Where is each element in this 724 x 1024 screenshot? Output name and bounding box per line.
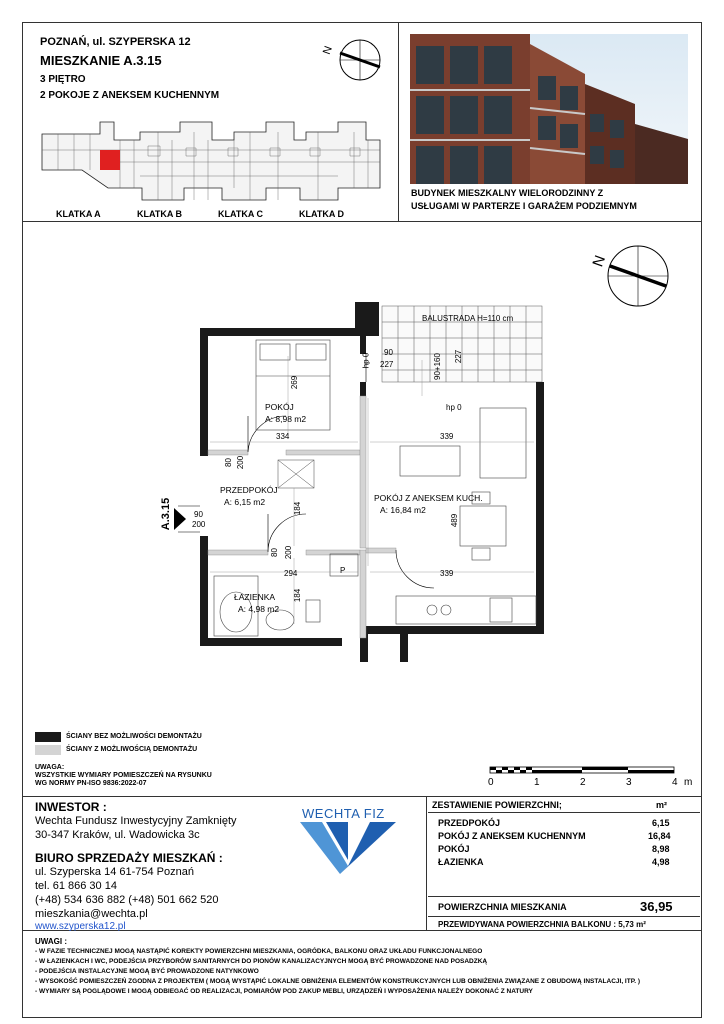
office-line2: tel. 61 866 30 14 — [35, 880, 117, 892]
summary-total-label: POWIERZCHNIA MIESZKANIA — [438, 902, 567, 912]
legend-grey: ŚCIANY Z MOŻLIWOŚCIĄ DEMONTAŻU — [66, 746, 198, 753]
north-label-small: N — [320, 44, 335, 57]
scale-3: 3 — [626, 777, 632, 788]
summary-row-4-name: ŁAZIENKA — [438, 857, 484, 867]
dim-184-upper: 184 — [293, 501, 303, 516]
uwaga-2: WG NORMY PN-ISO 9836:2022-07 — [35, 780, 147, 787]
rooms-desc: 2 POKOJE Z ANEKSEM KUCHENNYM — [40, 90, 220, 101]
office-email[interactable]: mieszkania@wechta.pl — [35, 908, 148, 920]
dim-489: 489 — [450, 513, 460, 528]
room-pokoj: POKÓJ — [265, 402, 294, 412]
building-photo — [410, 34, 688, 184]
legend-solid-swatch — [35, 732, 61, 742]
room-lazienka-area: A: 4,98 m2 — [238, 604, 280, 614]
summary-unit: m² — [656, 800, 667, 810]
notes-title: UWAGI : — [35, 937, 67, 946]
klatka-a: KLATKA A — [56, 209, 101, 219]
summary-total-value: 36,95 — [640, 899, 673, 914]
scale-1: 1 — [534, 777, 540, 788]
office-title: BIURO SPRZEDAŻY MIESZKAŃ : — [35, 851, 223, 865]
north-arrow-small — [318, 36, 384, 86]
summary-row-2-name: POKÓJ Z ANEKSEM KUCHENNYM — [438, 831, 586, 841]
floor-plan — [160, 296, 560, 666]
wechta-logo — [300, 822, 396, 874]
dim-184-lower: 184 — [293, 588, 303, 603]
dim-80-b: 80 — [269, 548, 279, 557]
scale-unit: m — [684, 777, 693, 788]
address: POZNAŃ, ul. SZYPERSKA 12 — [40, 36, 191, 48]
north-arrow — [586, 240, 672, 312]
investor-line1: Wechta Fundusz Inwestycyjny Zamknięty — [35, 815, 237, 827]
note-4: - WYSOKOŚĆ POMIESZCZEŃ ZGODNA Z PROJEKTEM ( MOGĄ WYSTĄPIĆ LOKALNE OBNIŻENIA ELEMENTÓW KONSTRUKCYJNYCH LUB OBNIŻENIA ZWIĄZANE Z OBUDOWĄ INSTALACJI, ITP. ) — [35, 978, 640, 985]
dim-200-c: 200 — [192, 520, 206, 529]
klatka-d: KLATKA D — [299, 209, 344, 219]
dim-339-bottom: 339 — [440, 569, 454, 578]
office-line1: ul. Szyperska 14 61-754 Poznań — [35, 866, 194, 878]
office-www-link[interactable]: www.szyperska12.pl — [35, 921, 126, 932]
meter-box: P — [340, 566, 346, 575]
room-przedpokoj-area: A: 6,15 m2 — [224, 497, 266, 507]
room-przedpokoj: PRZEDPOKÓJ — [220, 485, 278, 495]
room-salon: POKÓJ Z ANEKSEM KUCH. — [374, 493, 483, 503]
room-salon-area: A: 16,84 m2 — [380, 505, 426, 515]
office-line3: (+48) 534 636 882 (+48) 501 662 520 — [35, 894, 219, 906]
logo-text: WECHTA FIZ — [302, 806, 385, 821]
dim-200-a: 200 — [236, 455, 246, 470]
summary-row-3-name: POKÓJ — [438, 844, 470, 854]
photo-caption-1: BUDYNEK MIESZKALNY WIELORODZINNY Z — [411, 188, 604, 198]
unit-highlight — [100, 150, 120, 170]
dim-334: 334 — [276, 432, 290, 441]
dim-339-top: 339 — [440, 432, 454, 441]
legend-solid: ŚCIANY BEZ MOŻLIWOŚCI DEMONTAŻU — [66, 733, 202, 740]
dim-294: 294 — [284, 569, 298, 578]
room-lazienka: ŁAZIENKA — [234, 592, 276, 602]
scale-4: 4 — [672, 777, 678, 788]
dim-227: 227 — [380, 360, 394, 369]
summary-row-2-value: 16,84 — [648, 831, 671, 841]
uwaga-1: WSZYSTKIE WYMIARY POMIESZCZEŃ NA RYSUNKU — [35, 772, 212, 779]
note-2: - W ŁAZIENKACH I WC, PODEJŚCIA PRZYBORÓW SANITARNYCH DO PIONÓW KANALIZACYJNYCH MOGĄ BYĆ PROWADZONE NAD POSADZKĄ — [35, 958, 488, 965]
summary-row-1-name: PRZEDPOKÓJ — [438, 818, 501, 828]
uwaga-title: UWAGA: — [35, 764, 65, 771]
dim-90-160: 90+160 — [432, 353, 442, 380]
dim-90: 90 — [384, 348, 393, 357]
summary-row-1-value: 6,15 — [652, 818, 670, 828]
hp0-right: hp 0 — [446, 403, 462, 412]
note-1: - W FAZIE TECHNICZNEJ MOGĄ NASTĄPIĆ KOREKTY POWIERZCHNI MIESZKANIA, OGRÓDKA, BALKONU ORAZ UKŁADU FUNKCJONALNEGO — [35, 948, 483, 955]
scale-2: 2 — [580, 777, 586, 788]
summary-balcony: PRZEWIDYWANA POWIERZCHNIA BALKONU : 5,73 m² — [438, 920, 646, 929]
klatka-c: KLATKA C — [218, 209, 263, 219]
investor-line2: 30-347 Kraków, ul. Wadowicka 3c — [35, 829, 200, 841]
summary-row-4-value: 4,98 — [652, 857, 670, 867]
dim-269: 269 — [290, 375, 300, 390]
scale-0: 0 — [488, 777, 494, 788]
note-3: - PODEJŚCIA INSTALACYJNE MOGĄ BYĆ PROWADZONE NATYNKOWO — [35, 968, 259, 975]
summary-title: ZESTAWIENIE POWIERZCHNI; — [432, 800, 562, 810]
dim-200-b: 200 — [284, 545, 294, 560]
summary-row-3-value: 8,98 — [652, 844, 670, 854]
photo-caption-2: USŁUGAMI W PARTERZE I GARAŻEM PODZIEMNYM — [411, 201, 637, 211]
scale-bar — [486, 764, 686, 778]
investor-title: INWESTOR : — [35, 800, 107, 814]
north-label: N — [589, 253, 610, 270]
klatka-b: KLATKA B — [137, 209, 182, 219]
legend-grey-swatch — [35, 745, 61, 755]
dim-227-b: 227 — [454, 349, 464, 364]
dim-90-c: 90 — [194, 510, 203, 519]
balcony-label: BALUSTRADA H=110 cm — [422, 314, 514, 323]
floor: 3 PIĘTRO — [40, 74, 86, 85]
room-pokoj-area: A: 8,98 m2 — [265, 414, 307, 424]
site-key-plan — [38, 118, 383, 206]
note-5: - WYMIARY SĄ POGLĄDOWE I MOGĄ ODBIEGAĆ OD REALIZACJI, POMIARÓW POD ZAKUP MEBLI, URZĄDZEŃ I WYPOSAŻENIA NALEŻY DOKONAĆ Z NATURY — [35, 988, 533, 995]
apartment-title: MIESZKANIE A.3.15 — [40, 53, 162, 68]
hp0-left: hp 0 — [361, 352, 371, 369]
dim-80-a: 80 — [223, 458, 233, 467]
unit-label: A.3.15 — [160, 497, 173, 531]
